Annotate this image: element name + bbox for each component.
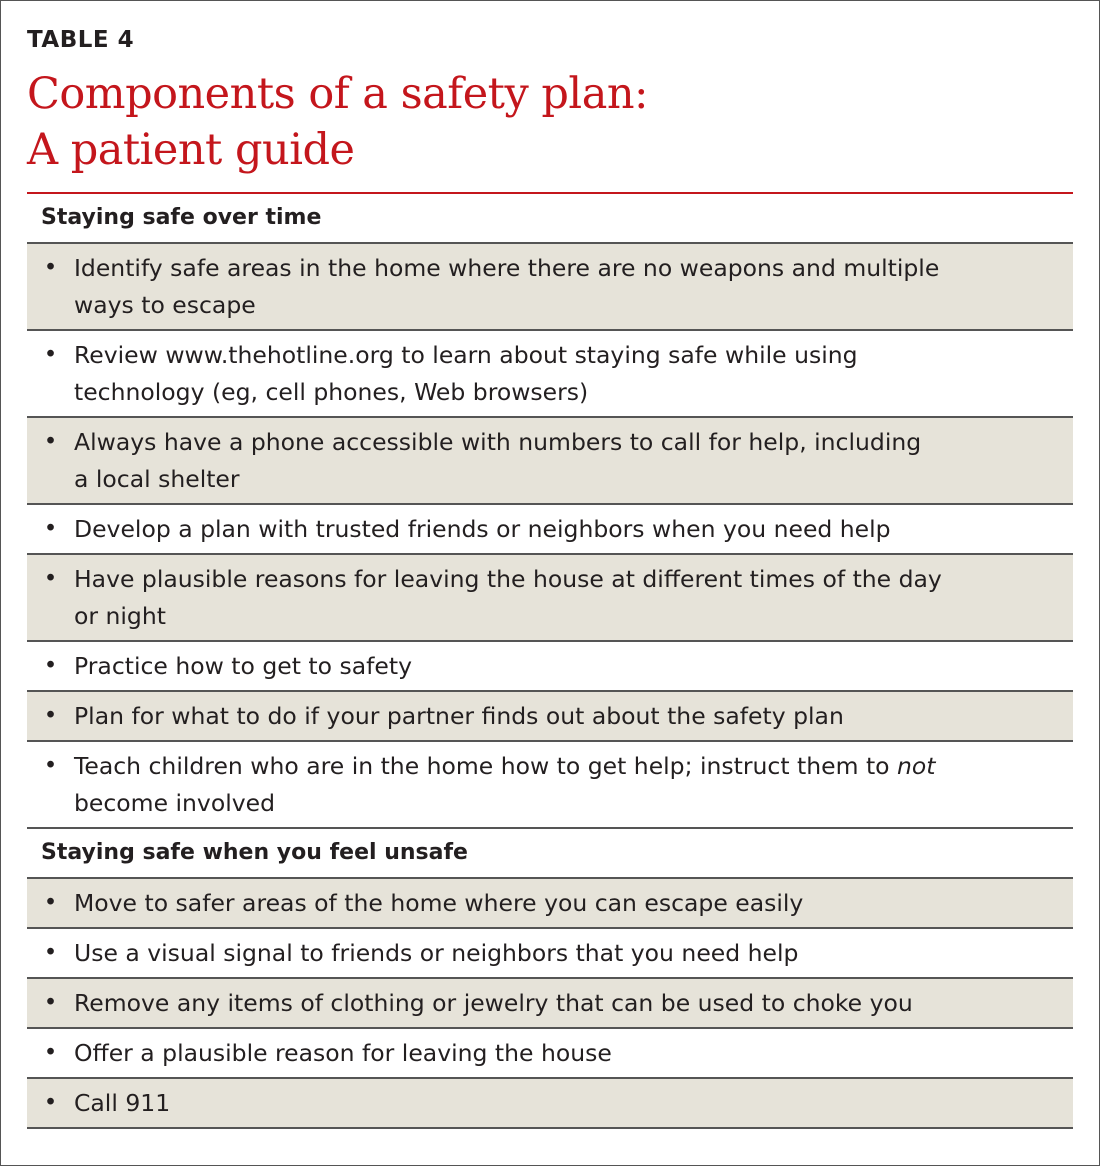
item-text: Review www.thehotline.org to learn about staying safe while using xyxy=(74,341,858,369)
list-item xyxy=(27,879,1073,929)
list-item xyxy=(27,555,1073,642)
bullet: • xyxy=(43,753,58,779)
item-text: Identify safe areas in the home where there are no weapons and multiple xyxy=(74,254,940,282)
item-text: Offer a plausible reason for leaving the house xyxy=(74,1039,612,1067)
bullet: • xyxy=(43,342,58,368)
title-line-2: A patient guide xyxy=(27,125,355,175)
bullet: • xyxy=(43,990,58,1016)
list-item xyxy=(27,331,1073,418)
bullet: • xyxy=(43,940,58,966)
bullet: • xyxy=(43,653,58,679)
item-text: Call 911 xyxy=(74,1089,171,1117)
item-text: ways to escape xyxy=(74,291,256,319)
list-item xyxy=(27,505,1073,555)
bullet: • xyxy=(43,890,58,916)
item-text: or night xyxy=(74,602,166,630)
item-text: Develop a plan with trusted friends or neighbors when you need help xyxy=(74,515,891,543)
item-text: Have plausible reasons for leaving the house at different times of the day xyxy=(74,565,942,593)
list-item xyxy=(27,418,1073,505)
table-title xyxy=(27,66,648,178)
list-item xyxy=(27,1079,1073,1129)
bullet: • xyxy=(43,1090,58,1116)
section-heading-feel-unsafe: Staying safe when you feel unsafe xyxy=(27,829,1073,879)
bullet: • xyxy=(43,1040,58,1066)
table-label: TABLE 4 xyxy=(27,27,135,53)
bullet: • xyxy=(43,255,58,281)
item-text: become involved xyxy=(74,789,276,817)
bullet: • xyxy=(43,516,58,542)
item-text: Move to safer areas of the home where you can escape easily xyxy=(74,889,804,917)
item-text: Always have a phone accessible with numbers to call for help, including xyxy=(74,428,922,456)
list-item xyxy=(27,1029,1073,1079)
item-text: Teach children who are in the home how to get help; instruct them to xyxy=(74,752,898,780)
safety-plan-table xyxy=(27,194,1073,1129)
item-text: Practice how to get to safety xyxy=(74,652,412,680)
item-text: Remove any items of clothing or jewelry that can be used to choke you xyxy=(74,989,913,1017)
item-text-emphasis: not xyxy=(897,752,936,780)
list-item xyxy=(27,979,1073,1029)
bullet: • xyxy=(43,429,58,455)
list-item xyxy=(27,742,1073,829)
list-item xyxy=(27,929,1073,979)
list-item xyxy=(27,642,1073,692)
bullet: • xyxy=(43,566,58,592)
list-item xyxy=(27,244,1073,331)
title-line-1: Components of a safety plan: xyxy=(27,69,649,119)
item-text: technology (eg, cell phones, Web browsers) xyxy=(74,378,589,406)
item-text: Plan for what to do if your partner finds out about the safety plan xyxy=(74,702,844,730)
item-text: a local shelter xyxy=(74,465,240,493)
bullet: • xyxy=(43,703,58,729)
item-text: Use a visual signal to friends or neighbors that you need help xyxy=(74,939,799,967)
section-heading-over-time: Staying safe over time xyxy=(27,194,1073,244)
list-item xyxy=(27,692,1073,742)
